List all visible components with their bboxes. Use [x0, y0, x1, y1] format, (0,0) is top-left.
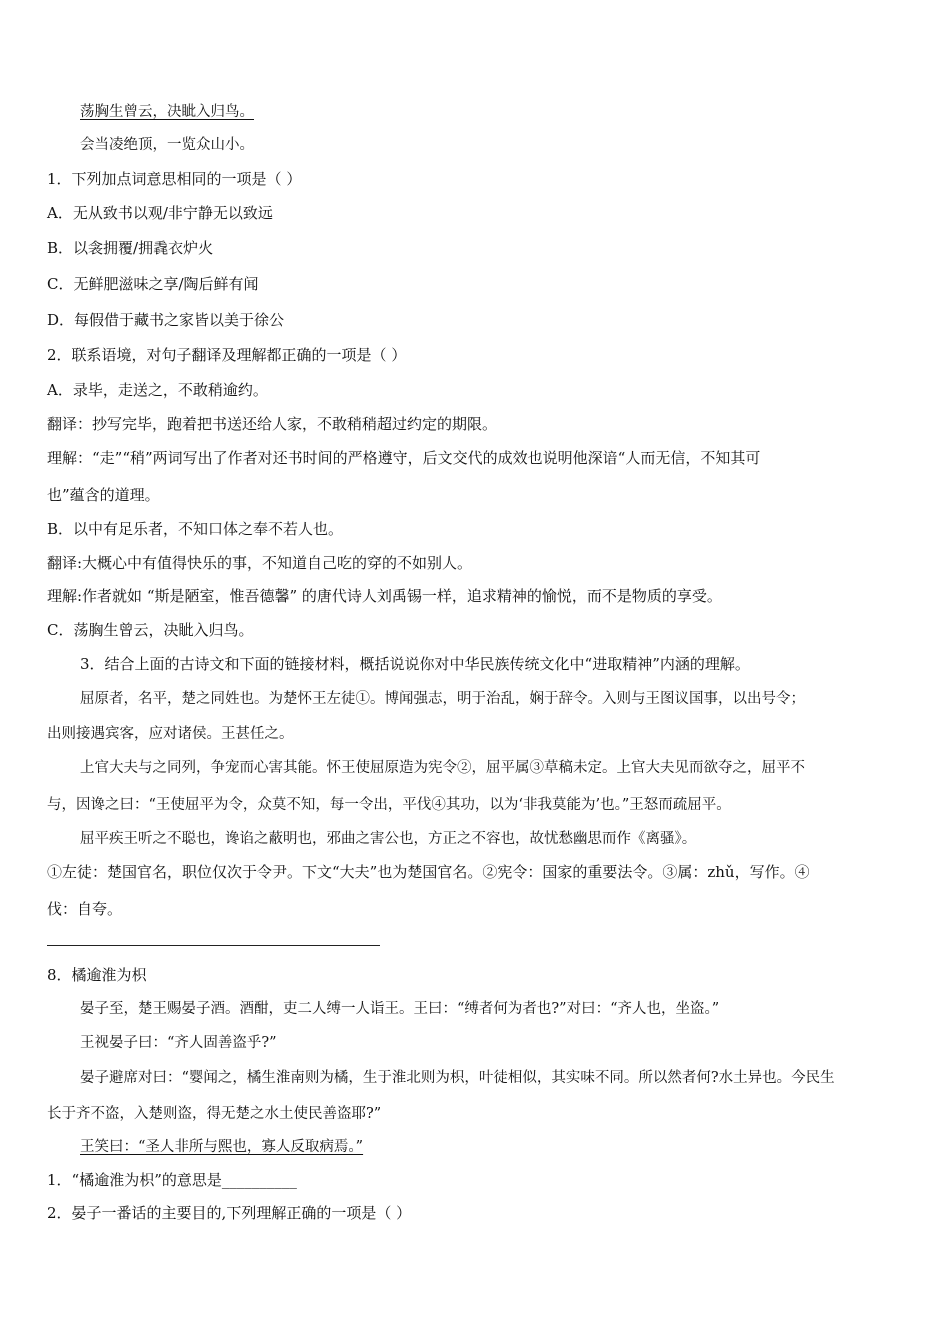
question-2-option-b-understanding: 理解:作者就如 “斯是陋室，惟吾德馨” 的唐代诗人刘禹锡一样，追求精神的愉悦，而不是物质的享受。: [47, 587, 722, 605]
story-paragraph-1: 晏子至，楚王赐晏子酒。酒酣，吏二人缚一人诣王。王曰：“缚者何为者也?”对曰：“齐人也，坐盗。”: [80, 1001, 720, 1017]
passage-paragraph-3: 屈平疾王听之不聪也，谗谄之蔽明也，邪曲之害公也，方正之不容也，故忧愁幽思而作《离骚》。: [80, 831, 697, 847]
footnotes-cont: 伐：自夸。: [47, 900, 123, 918]
story-paragraph-4: 王笑曰：“圣人非所与熙也，寡人反取病焉。”: [80, 1139, 364, 1155]
story-paragraph-2: 王视晏子曰：“齐人固善盗乎?”: [80, 1035, 277, 1051]
section-8-question-1: 1．“橘逾淮为枳”的意思是__________: [47, 1171, 297, 1189]
question-2-option-b-translation: 翻译:大概心中有值得快乐的事，不知道自己吃的穿的不如别人。: [47, 554, 473, 572]
footnotes: ①左徒：楚国官名，职位仅次于令尹。下文“大夫”也为楚国官名。②宪令：国家的重要法令。③属：zhǔ，写作。④: [47, 863, 810, 881]
question-2-stem: 2．联系语境，对句子翻译及理解都正确的一项是（ ）: [47, 346, 407, 364]
question-2-option-b-sentence: B．以中有足乐者，不知口体之奉不若人也。: [47, 520, 344, 538]
passage-paragraph-1-cont: 出则接遇宾客，应对诸侯。王甚任之。: [47, 726, 294, 742]
section-8-title: 8．橘逾淮为枳: [47, 966, 147, 984]
passage-paragraph-2: 上官大夫与之同列，争宠而心害其能。怀王使屈原造为宪令②，屈平属③草稿未定。上官大夫见而欲夺之，屈平不: [80, 760, 805, 776]
question-1-option-d: D．每假借于藏书之家皆以美于徐公: [47, 311, 285, 329]
question-1-option-a: A．无从致书以观/非宁静无以致远: [47, 204, 273, 222]
passage-paragraph-1: 屈原者，名平，楚之同姓也。为楚怀王左徒①。博闻强志，明于治乱，娴于辞令。入则与王图议国事，以出号令；: [80, 691, 805, 707]
story-paragraph-3-cont: 长于齐不盗，入楚则盗，得无楚之水土使民善盗耶?”: [47, 1106, 382, 1122]
question-2-option-a-understanding: 理解：“走”“稍”两词写出了作者对还书时间的严格遵守，后文交代的成效也说明他深谙“人而无信，不知其可: [47, 449, 761, 467]
section-8-question-2: 2．晏子一番话的主要目的,下列理解正确的一项是（ ）: [47, 1204, 412, 1222]
question-2-option-a-sentence: A．录毕，走送之，不敢稍逾约。: [47, 381, 268, 399]
question-2-option-a-understanding-cont: 也”蕴含的道理。: [47, 486, 160, 504]
question-3-stem: 3．结合上面的古诗文和下面的链接材料，概括说说你对中华民族传统文化中“进取精神”内涵的理解。: [80, 655, 750, 673]
question-1-option-b: B．以衾拥覆/拥毳衣炉火: [47, 239, 214, 257]
poem-line-1: 荡胸生曾云，决眦入归鸟。: [80, 104, 254, 120]
question-2-option-a-translation: 翻译：抄写完毕，跑着把书送还给人家，不敢稍稍超过约定的期限。: [47, 415, 498, 433]
question-1-option-c: C．无鲜肥滋味之享/陶后鲜有闻: [47, 275, 259, 293]
section-divider: [47, 945, 380, 946]
passage-paragraph-2-cont: 与，因谗之曰：“王使屈平为令，众莫不知，每一令出，平伐④其功，以为‘非我莫能为’也。”王怒而疏屈平。: [47, 797, 731, 813]
poem-line-2: 会当凌绝顶，一览众山小。: [80, 137, 254, 153]
question-2-option-c-sentence: C．荡胸生曾云，决眦入归鸟。: [47, 621, 254, 639]
story-paragraph-3: 晏子避席对曰：“婴闻之，橘生淮南则为橘，生于淮北则为枳，叶徒相似，其实味不同。所以然者何?水土异也。今民生: [80, 1070, 835, 1086]
question-1-stem: 1．下列加点词意思相同的一项是（ ）: [47, 170, 302, 188]
